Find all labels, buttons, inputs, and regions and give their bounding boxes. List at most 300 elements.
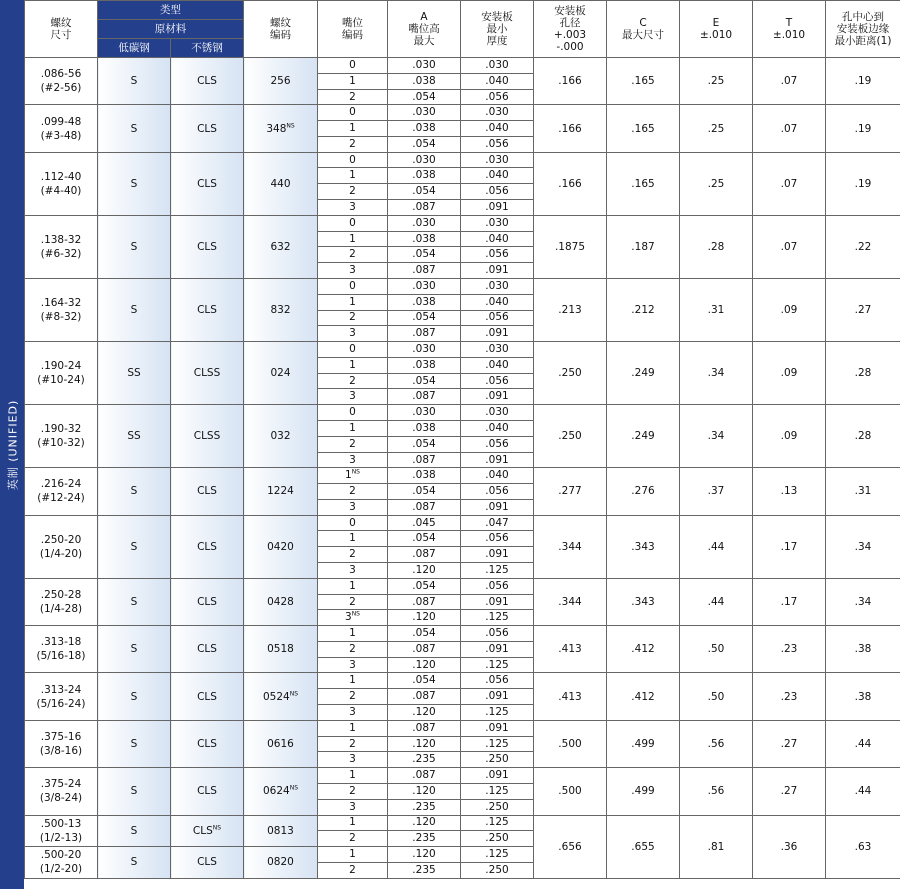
shank-code [318, 342, 388, 358]
panel-min: .125 [461, 563, 534, 579]
a-max: .120 [388, 705, 461, 721]
panel-min: .091 [461, 720, 534, 736]
ns-mark: NS [212, 824, 222, 832]
value-text: 3 [345, 611, 352, 624]
stainless-type [171, 515, 244, 578]
panel-min: .040 [461, 294, 534, 310]
table-row [25, 815, 900, 831]
size-cell [25, 468, 98, 515]
header-line: ±.010 [699, 29, 733, 41]
a-max: .038 [388, 294, 461, 310]
col-t: .23 [753, 673, 826, 720]
value-text: 3 [349, 658, 356, 671]
header-line: 孔径 [559, 17, 581, 29]
thread-code [244, 405, 318, 468]
shank-code [318, 105, 388, 121]
value-text: 2 [349, 485, 356, 498]
a-max: .030 [388, 342, 461, 358]
size-value: .164-32 [40, 297, 82, 309]
value-text: 2 [349, 311, 356, 324]
size-value: .500-20 [40, 849, 82, 862]
col-c: .412 [607, 626, 680, 673]
size-value: .190-32 [40, 423, 82, 436]
panel-min: .091 [461, 768, 534, 784]
value-text: 0 [349, 106, 356, 119]
shank-code [318, 720, 388, 736]
size-value: .313-18 [40, 636, 82, 649]
col-edge: .63 [826, 815, 900, 878]
low-carbon-type: S [98, 847, 171, 879]
size-alt: (5/16-18) [36, 650, 86, 663]
table-row [25, 515, 900, 531]
panel-min: .125 [461, 610, 534, 626]
panel-min: .091 [461, 326, 534, 342]
shank-code [318, 610, 388, 626]
header-size [25, 1, 98, 58]
col-edge: .28 [826, 405, 900, 468]
col-edge: .27 [826, 278, 900, 341]
low-carbon-type: S [98, 515, 171, 578]
value-text: CLS [197, 643, 217, 656]
shank-code [318, 373, 388, 389]
ns-mark: NS [289, 690, 299, 698]
header-line: 安装板 [554, 5, 586, 17]
size-cell [25, 768, 98, 815]
table-row [25, 405, 900, 421]
table-row [25, 215, 900, 231]
col-edge: .19 [826, 105, 900, 152]
value-text: 1 [349, 74, 356, 87]
panel-min: .030 [461, 105, 534, 121]
panel-min: .250 [461, 752, 534, 768]
value-text: 1 [349, 421, 356, 434]
header-line: 最大尺寸 [622, 29, 664, 41]
size-value: .250-28 [40, 588, 82, 601]
a-max: .038 [388, 231, 461, 247]
header-line: -.000 [556, 41, 584, 53]
value-text: 032 [270, 430, 291, 443]
shank-code [318, 831, 388, 847]
panel-min: .091 [461, 200, 534, 216]
col-t: .07 [753, 152, 826, 215]
a-max: .087 [388, 689, 461, 705]
value-text: 3 [349, 706, 356, 719]
value-text: 3 [349, 327, 356, 340]
a-max: .054 [388, 373, 461, 389]
value-text: 0616 [267, 737, 294, 750]
low-carbon-type: S [98, 815, 171, 847]
col-hole: .250 [534, 405, 607, 468]
size-alt: (#12-24) [37, 492, 85, 505]
a-max: .038 [388, 73, 461, 89]
size-alt: (1/4-20) [39, 547, 83, 560]
size-value: .099-48 [40, 115, 82, 128]
stainless-type [171, 847, 244, 879]
panel-min: .056 [461, 184, 534, 200]
stainless-type [171, 58, 244, 105]
low-carbon-type: S [98, 720, 171, 767]
col-t: .07 [753, 105, 826, 152]
shank-code [318, 815, 388, 831]
panel-min: .030 [461, 215, 534, 231]
stainless-type [171, 405, 244, 468]
size-cell [25, 105, 98, 152]
panel-min: .040 [461, 357, 534, 373]
value-text: 0 [349, 153, 356, 166]
a-max: .087 [388, 768, 461, 784]
size-cell [25, 626, 98, 673]
a-max: .087 [388, 263, 461, 279]
value-text: CLS [197, 690, 217, 703]
shank-code [318, 184, 388, 200]
col-c: .249 [607, 342, 680, 405]
a-max: .087 [388, 641, 461, 657]
thread-code [244, 215, 318, 278]
a-max: .087 [388, 720, 461, 736]
header-panel-min [461, 1, 534, 58]
thread-code [244, 768, 318, 815]
shank-code [318, 278, 388, 294]
size-alt: (3/8-16) [39, 744, 83, 757]
shank-code [318, 563, 388, 579]
col-c: .343 [607, 578, 680, 625]
value-text: 1 [349, 532, 356, 545]
col-hole: .277 [534, 468, 607, 515]
value-text: 0420 [267, 540, 294, 553]
panel-min: .250 [461, 799, 534, 815]
header-line: 安装板边缘 [836, 23, 890, 35]
value-text: 3 [349, 264, 356, 277]
col-c: .165 [607, 152, 680, 215]
value-text: 1 [349, 122, 356, 135]
col-e: .81 [680, 815, 753, 878]
col-edge: .44 [826, 720, 900, 767]
col-t: .27 [753, 720, 826, 767]
value-text: CLS [197, 856, 217, 869]
col-e: .44 [680, 578, 753, 625]
shank-code [318, 673, 388, 689]
a-max: .030 [388, 105, 461, 121]
col-hole: .250 [534, 342, 607, 405]
value-text: 2 [349, 832, 356, 845]
col-c: .187 [607, 215, 680, 278]
shank-code [318, 58, 388, 74]
col-hole: .413 [534, 673, 607, 720]
col-t: .09 [753, 278, 826, 341]
stainless-type [171, 673, 244, 720]
stainless-type [171, 105, 244, 152]
a-max: .235 [388, 831, 461, 847]
header-line: 最小 [486, 23, 508, 35]
value-text: 632 [270, 240, 291, 253]
spec-table [24, 0, 900, 879]
shank-code [318, 357, 388, 373]
a-max: .038 [388, 420, 461, 436]
shank-code [318, 152, 388, 168]
header-line: 螺纹 [270, 17, 291, 29]
size-value: .250-20 [40, 533, 82, 546]
col-edge: .34 [826, 515, 900, 578]
size-alt: (#8-32) [40, 311, 82, 323]
col-t: .23 [753, 626, 826, 673]
shank-code [318, 515, 388, 531]
low-carbon-type: S [98, 105, 171, 152]
table-row [25, 152, 900, 168]
value-text: 2 [349, 374, 356, 387]
value-text: CLS [197, 540, 217, 553]
col-e: .25 [680, 105, 753, 152]
col-e: .25 [680, 152, 753, 215]
stainless-type [171, 278, 244, 341]
panel-min: .056 [461, 136, 534, 152]
table-row [25, 105, 900, 121]
header-hole [534, 1, 607, 58]
size-alt: (#4-40) [40, 184, 82, 197]
col-e: .25 [680, 58, 753, 105]
header-line: 尺寸 [50, 29, 72, 41]
col-hole: .166 [534, 105, 607, 152]
size-cell [25, 578, 98, 625]
low-carbon-type: S [98, 278, 171, 341]
thread-code [244, 673, 318, 720]
shank-code [318, 689, 388, 705]
low-carbon-type: S [98, 673, 171, 720]
thread-code [244, 342, 318, 405]
stainless-type [171, 578, 244, 625]
col-c: .343 [607, 515, 680, 578]
a-max: .087 [388, 547, 461, 563]
shank-code [318, 594, 388, 610]
col-e: .34 [680, 405, 753, 468]
col-c: .165 [607, 58, 680, 105]
size-alt: (#2-56) [40, 82, 82, 95]
value-text: 0428 [267, 595, 294, 608]
col-t: .07 [753, 215, 826, 278]
col-c: .499 [607, 720, 680, 767]
col-hole: .166 [534, 152, 607, 215]
panel-min: .091 [461, 594, 534, 610]
value-text: CLS [197, 122, 217, 135]
panel-min: .056 [461, 89, 534, 105]
a-max: .030 [388, 278, 461, 294]
a-max: .120 [388, 736, 461, 752]
value-text: 3 [349, 800, 356, 813]
panel-min: .056 [461, 247, 534, 263]
header-line: 孔中心到 [842, 11, 884, 23]
table-row [25, 673, 900, 689]
col-t: .07 [753, 58, 826, 105]
value-text: CLS [197, 177, 217, 190]
thread-code [244, 578, 318, 625]
size-alt: (#6-32) [40, 247, 82, 260]
value-text: 0 [349, 343, 356, 356]
value-text: 0 [349, 406, 356, 419]
size-value: .313-24 [40, 683, 82, 696]
low-carbon-type: SS [98, 342, 171, 405]
panel-min: .056 [461, 531, 534, 547]
low-carbon-type: S [98, 768, 171, 815]
header-line: 厚度 [486, 35, 508, 47]
side-label: 英制 (UNIFIED) [6, 399, 20, 490]
panel-min: .250 [461, 831, 534, 847]
size-cell [25, 847, 98, 879]
value-text: 1 [349, 232, 356, 245]
header-line: C [639, 17, 647, 29]
stainless-type [171, 215, 244, 278]
header-line: 嘴位 [342, 17, 363, 29]
value-text: 2 [349, 784, 356, 797]
a-max: .235 [388, 799, 461, 815]
col-t: .27 [753, 768, 826, 815]
col-edge: .31 [826, 468, 900, 515]
col-c: .499 [607, 768, 680, 815]
a-max: .054 [388, 436, 461, 452]
a-max: .120 [388, 815, 461, 831]
table-row [25, 626, 900, 642]
size-alt: (1/2-20) [39, 863, 83, 876]
panel-min: .056 [461, 373, 534, 389]
header-line: 嘴位高 [408, 23, 440, 35]
panel-min: .040 [461, 420, 534, 436]
col-hole: .344 [534, 578, 607, 625]
size-alt: (#10-24) [37, 374, 85, 387]
value-text: 3 [349, 390, 356, 403]
panel-min: .250 [461, 862, 534, 878]
shank-code [318, 847, 388, 863]
header-shank-code [318, 1, 388, 58]
size-alt: (1/2-13) [39, 831, 83, 844]
a-max: .120 [388, 610, 461, 626]
a-max: .054 [388, 136, 461, 152]
thread-code [244, 58, 318, 105]
panel-min: .040 [461, 168, 534, 184]
panel-min: .056 [461, 578, 534, 594]
size-value: .375-16 [40, 730, 82, 743]
size-cell [25, 720, 98, 767]
low-carbon-type: S [98, 152, 171, 215]
size-value: .112-40 [40, 170, 82, 183]
header-line: 螺纹 [50, 17, 72, 29]
low-carbon-type: S [98, 578, 171, 625]
col-edge: .28 [826, 342, 900, 405]
low-carbon-type: S [98, 215, 171, 278]
value-text: 2 [349, 548, 356, 561]
ns-mark: NS [351, 610, 360, 618]
value-text: 440 [270, 177, 291, 190]
a-max: .087 [388, 452, 461, 468]
shank-code [318, 73, 388, 89]
shank-code [318, 89, 388, 105]
shank-code [318, 200, 388, 216]
header-thread-code [244, 1, 318, 58]
value-text: 1 [345, 469, 352, 482]
panel-min: .030 [461, 342, 534, 358]
size-value: .375-24 [40, 778, 82, 791]
value-text: 0524 [262, 690, 290, 703]
header-line: 最小距离(1) [834, 35, 892, 47]
shank-code [318, 484, 388, 500]
header-line: 最大 [413, 35, 435, 47]
ns-mark: NS [289, 784, 299, 792]
col-edge: .38 [826, 626, 900, 673]
panel-min: .125 [461, 705, 534, 721]
header-e [680, 1, 753, 58]
shank-code [318, 420, 388, 436]
size-alt: (1/4-28) [39, 602, 83, 615]
value-text: CLS [197, 75, 217, 88]
panel-min: .091 [461, 689, 534, 705]
table-row [25, 342, 900, 358]
panel-min: .040 [461, 468, 534, 484]
value-text: CLS [197, 304, 217, 316]
header-line: T [785, 17, 793, 29]
col-c: .165 [607, 105, 680, 152]
value-text: 0 [349, 58, 356, 71]
value-text: CLSS [193, 430, 221, 443]
a-max: .030 [388, 152, 461, 168]
header-line: +.003 [553, 29, 587, 41]
value-text: CLS [197, 595, 217, 608]
header-type: 类型 [98, 1, 244, 20]
value-text: 1 [349, 627, 356, 640]
panel-min: .091 [461, 452, 534, 468]
size-cell [25, 673, 98, 720]
panel-min: .056 [461, 673, 534, 689]
thread-code [244, 468, 318, 515]
thread-code: 0813 [244, 815, 318, 847]
panel-min: .040 [461, 73, 534, 89]
a-max: .235 [388, 862, 461, 878]
value-text: 348 [266, 122, 287, 135]
shank-code [318, 862, 388, 878]
table-row [25, 278, 900, 294]
a-max: .030 [388, 215, 461, 231]
col-edge: .44 [826, 768, 900, 815]
value-text: CLS [197, 485, 217, 498]
col-c: .412 [607, 673, 680, 720]
thread-code [244, 720, 318, 767]
value-text: CLS [197, 240, 217, 253]
col-e: .28 [680, 215, 753, 278]
col-hole: .413 [534, 626, 607, 673]
size-alt: (#3-48) [40, 129, 82, 142]
col-edge: .19 [826, 58, 900, 105]
panel-min: .091 [461, 499, 534, 515]
col-hole: .1875 [534, 215, 607, 278]
a-max: .054 [388, 673, 461, 689]
col-hole: .344 [534, 515, 607, 578]
shank-code [318, 294, 388, 310]
value-text: 2 [349, 595, 356, 608]
size-value: .216-24 [40, 478, 82, 491]
a-max: .054 [388, 89, 461, 105]
size-cell [25, 342, 98, 405]
value-text: 3 [349, 563, 356, 576]
table-row [25, 720, 900, 736]
col-e: .44 [680, 515, 753, 578]
size-alt: (3/8-24) [39, 792, 83, 805]
header-c [607, 1, 680, 58]
header-line: 安装板 [481, 11, 513, 23]
low-carbon-type: S [98, 468, 171, 515]
col-e: .37 [680, 468, 753, 515]
shank-code [318, 168, 388, 184]
a-max: .038 [388, 121, 461, 137]
header-low-carbon: 低碳钢 [98, 39, 171, 58]
panel-min: .091 [461, 389, 534, 405]
value-text: 3 [349, 500, 356, 513]
shank-code [318, 547, 388, 563]
